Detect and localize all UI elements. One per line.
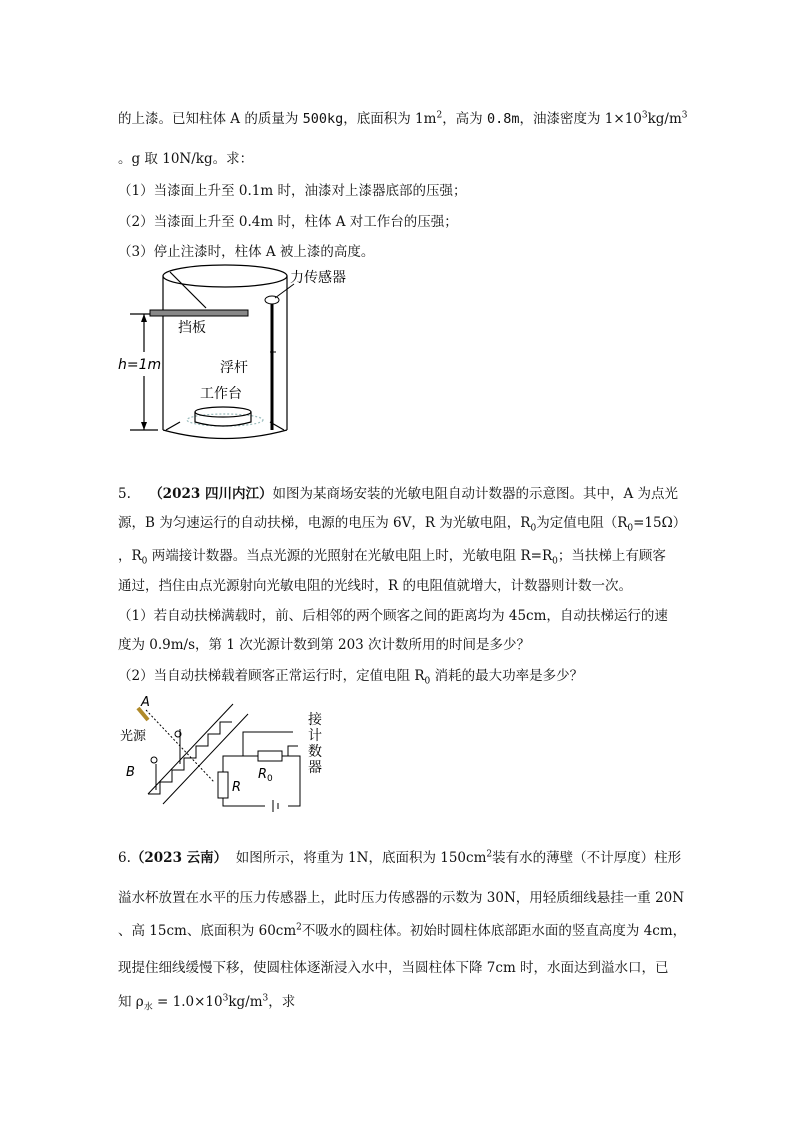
- counter-wire-1: [243, 732, 293, 756]
- text: 为定值电阻（R: [536, 515, 628, 531]
- text: 0.8m: [486, 111, 520, 127]
- label-counter-2: 计: [308, 728, 322, 744]
- text: （2）当自动扶梯载着顾客正常运行时，定值电阻 R: [118, 668, 425, 684]
- label-A: A: [141, 695, 150, 710]
- tank-bottom: [163, 430, 287, 439]
- text-line: [118, 544, 666, 567]
- question-1: （1）当漆面上升至 0.1m 时，油漆对上漆器底部的压强；: [118, 183, 467, 199]
- label-counter-1: 接: [308, 712, 322, 728]
- wire-2: [282, 756, 300, 806]
- text: kg/m: [228, 994, 263, 1010]
- question-3: （3）停止注漆时，柱体 A 被上漆的高度。: [118, 244, 375, 260]
- problem-number: 6.: [118, 850, 131, 866]
- text-line: 通过，挡住由点光源射向光敏电阻的光线时，R 的电阻值就增大，计数器则计数一次。: [118, 578, 632, 594]
- text: 的上漆。已知柱体 A 的质量为: [118, 111, 303, 127]
- text: 、高 15cm、底面积为 60cm: [118, 923, 297, 939]
- resistor-R0: [258, 751, 282, 761]
- text: 知 ρ: [118, 994, 144, 1010]
- superscript: 3: [641, 110, 648, 121]
- text: = 1.0×10: [152, 994, 223, 1010]
- inlet-pipe-left: [166, 422, 180, 430]
- subscript: 0: [552, 556, 558, 567]
- subscript: 0: [424, 676, 431, 687]
- text-line: 溢水杯放置在水平的压力传感器上，此时压力传感器的示数为 30N，用轻质细线悬挂一重 20N: [118, 890, 685, 906]
- text: ，求: [268, 994, 296, 1010]
- text: 500kg: [302, 111, 344, 127]
- text: 源，B 为匀速运行的自动扶梯，电源的电压为 6V，R 为光敏电阻，R: [118, 515, 531, 531]
- escalator-steps: [148, 722, 232, 794]
- superscript: 3: [222, 993, 229, 1004]
- text: kg/m: [647, 111, 682, 127]
- label-table: 工作台: [200, 386, 242, 402]
- text: 装有水的薄壁（不计厚度）柱形: [492, 850, 682, 866]
- question-1-cont: 度为 0.9m/s，第 1 次光源计数到第 203 次计数所用的时间是多少？: [118, 637, 531, 653]
- text-line: [118, 919, 686, 939]
- question-2: （2）当漆面上升至 0.4m 时，柱体 A 对工作台的压强；: [118, 214, 458, 230]
- label-h: h=1m: [118, 357, 162, 373]
- table-body: [195, 412, 251, 426]
- wire-1: [223, 756, 258, 772]
- text-line: 。g 取 10N/kg。求：: [118, 151, 254, 167]
- problem-number: 5.: [118, 486, 131, 502]
- text-line: [118, 990, 295, 1013]
- superscript: 2: [436, 110, 443, 121]
- text-line: [118, 107, 688, 127]
- escalator-upper-rail: [148, 704, 233, 794]
- arrow-head-up: [141, 314, 147, 322]
- label-sensor: 力传感器: [290, 270, 346, 286]
- superscript: 3: [262, 993, 269, 1004]
- problem-source: （2023 四川内江）: [149, 486, 273, 502]
- text: ，R: [118, 548, 142, 564]
- subscript: 水: [143, 1002, 153, 1013]
- question-2: [118, 664, 583, 687]
- text: ；当扶梯上有顾客: [557, 548, 666, 564]
- text: 不吸水的圆柱体。初始时圆柱体底部距水面的竖直高度为 4cm，: [301, 923, 687, 939]
- label-R: R: [232, 780, 242, 795]
- text: ，底面积为 1m: [343, 111, 437, 127]
- subscript: 0: [530, 523, 537, 534]
- arrow-head-down: [141, 422, 147, 430]
- baffle: [150, 310, 248, 316]
- superscript: 3: [681, 110, 688, 121]
- sensor-leader: [275, 284, 294, 298]
- text-line: [118, 482, 678, 502]
- subscript: 0: [627, 523, 634, 534]
- problem-source: （2023 云南）: [130, 850, 228, 866]
- counter-wire-2: [288, 746, 298, 756]
- text-line: [118, 511, 686, 534]
- wire-3: [223, 798, 265, 806]
- resistor-R: [218, 772, 228, 798]
- text-line: [118, 846, 681, 866]
- text: ，油漆密度为 1×10: [519, 111, 642, 127]
- text: 如图所示，将重为 1N，底面积为 150cm: [235, 850, 487, 866]
- text: =15Ω）: [633, 515, 687, 531]
- label-counter-3: 数: [308, 744, 322, 760]
- figure-escalator-circuit: [118, 694, 343, 830]
- text: 消耗的最大功率是多少？: [430, 668, 584, 684]
- label-counter-4: 器: [308, 760, 322, 776]
- text-line: 现提住细线缓慢下移，使圆柱体逐渐浸入水中，当圆柱体下降 7cm 时，水面达到溢水口，已: [118, 960, 669, 976]
- text: 两端接计数器。当点光源的光照射在光敏电阻上时，光敏电阻 R=R: [147, 548, 553, 564]
- text: 如图为某商场安装的光敏电阻自动计数器的示意图。其中，A 为点光: [272, 486, 679, 502]
- label-B: B: [126, 765, 135, 780]
- label-R0: $R_0$: [258, 767, 273, 784]
- label-baffle: 挡板: [178, 320, 206, 336]
- superscript: 2: [486, 849, 493, 860]
- superscript: 2: [296, 922, 302, 933]
- table-top: [195, 407, 251, 417]
- figure-paint-tank: [110, 262, 370, 452]
- label-light: 光源: [120, 729, 147, 744]
- baffle-support: [170, 272, 206, 308]
- text: ，高为: [442, 111, 487, 127]
- label-rod: 浮杆: [220, 360, 248, 376]
- question-1: （1）若自动扶梯满载时，前、后相邻的两个顾客之间的距离均为 45cm，自动扶梯运行的速: [118, 608, 668, 624]
- subscript: 0: [141, 556, 148, 567]
